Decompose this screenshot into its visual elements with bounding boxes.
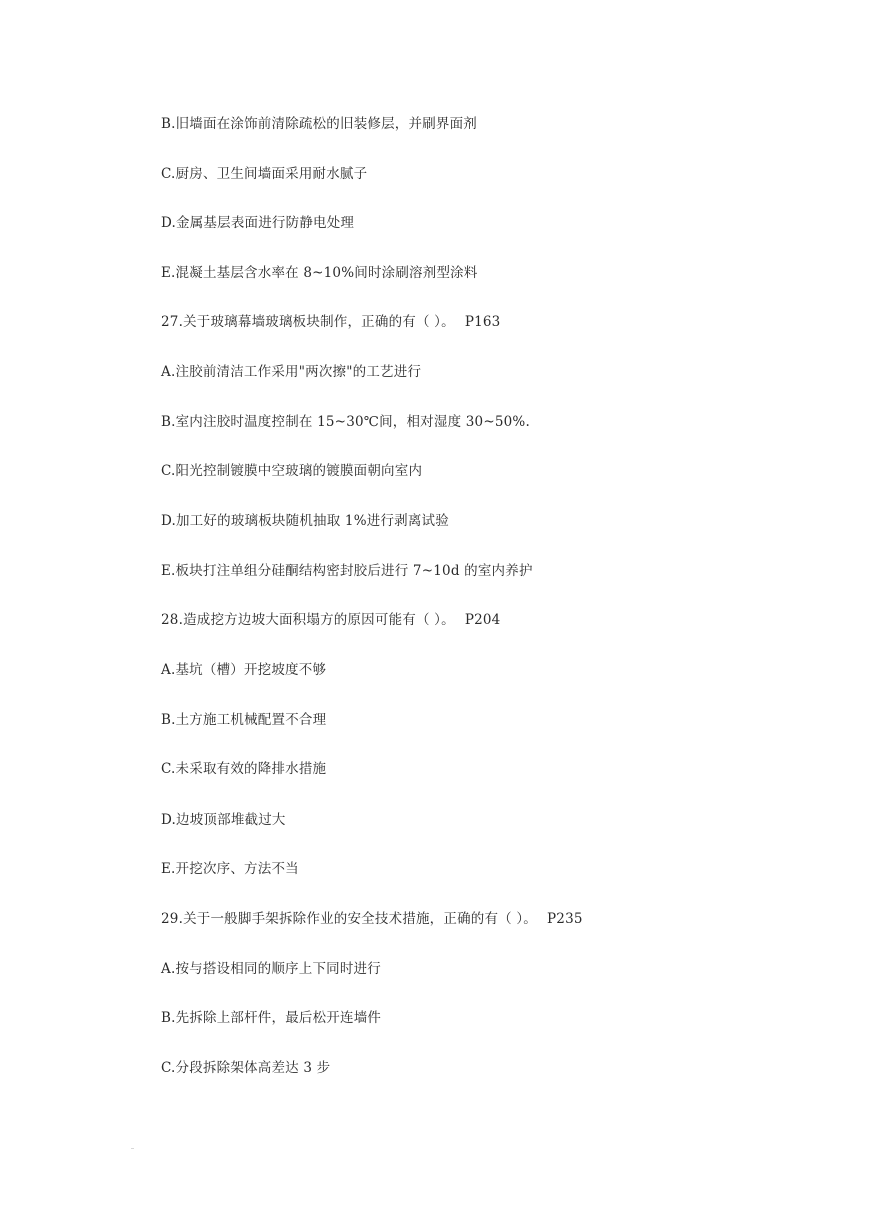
q28-option-e: E.开挖次序、方法不当 [161,861,299,877]
q27-option-a: A.注胶前清洁工作采用"两次擦"的工艺进行 [161,364,422,380]
option-c-kitchen-putty: C.厨房、卫生间墙面采用耐水腻子 [161,166,368,182]
q28-option-b: B.土方施工机械配置不合理 [161,712,327,728]
q29-option-b: B.先拆除上部杆件，最后松开连墙件 [161,1010,382,1026]
question-27 [161,312,500,332]
q29-option-a: A.按与搭设相同的顺序上下同时进行 [161,961,381,977]
q27-option-d: D.加工好的玻璃板块随机抽取 1%进行剥离试验 [161,513,449,529]
q27-option-b: B.室内注胶时温度控制在 15~30℃间，相对湿度 30~50%. [161,414,530,430]
question-28-page-ref: P204 [464,612,501,628]
q28-option-c: C.未采取有效的降排水措施 [161,761,327,777]
option-d-metal-antistatic: D.金属基层表面进行防静电处理 [161,215,355,231]
page-corner-mark [131,1148,134,1149]
question-27-text: 27.关于玻璃幕墙玻璃板块制作，正确的有（ ）。 [161,314,455,330]
question-29-page-ref: P235 [547,911,583,927]
question-28-text: 28.造成挖方边坡大面积塌方的原因可能有（ ）。 [161,612,455,628]
option-e-concrete-moisture: E.混凝土基层含水率在 8~10%间时涂刷溶剂型涂料 [161,265,478,281]
question-29-text: 29.关于一般脚手架拆除作业的安全技术措施，正确的有（ ）。 [161,911,538,927]
q27-option-c: C.阳光控制镀膜中空玻璃的镀膜面朝向室内 [161,463,423,479]
q28-option-a: A.基坑（槽）开挖坡度不够 [161,662,327,678]
option-b-old-wall: B.旧墙面在涂饰前清除疏松的旧装修层，并刷界面剂 [161,116,478,132]
question-29 [161,909,583,929]
q29-option-c: C.分段拆除架体高差达 3 步 [161,1060,331,1076]
question-27-page-ref: P163 [464,314,501,330]
question-28 [161,610,500,630]
q28-option-d: D.边坡顶部堆截过大 [161,812,286,828]
q27-option-e: E.板块打注单组分硅酮结构密封胶后进行 7~10d 的室内养护 [161,563,533,579]
